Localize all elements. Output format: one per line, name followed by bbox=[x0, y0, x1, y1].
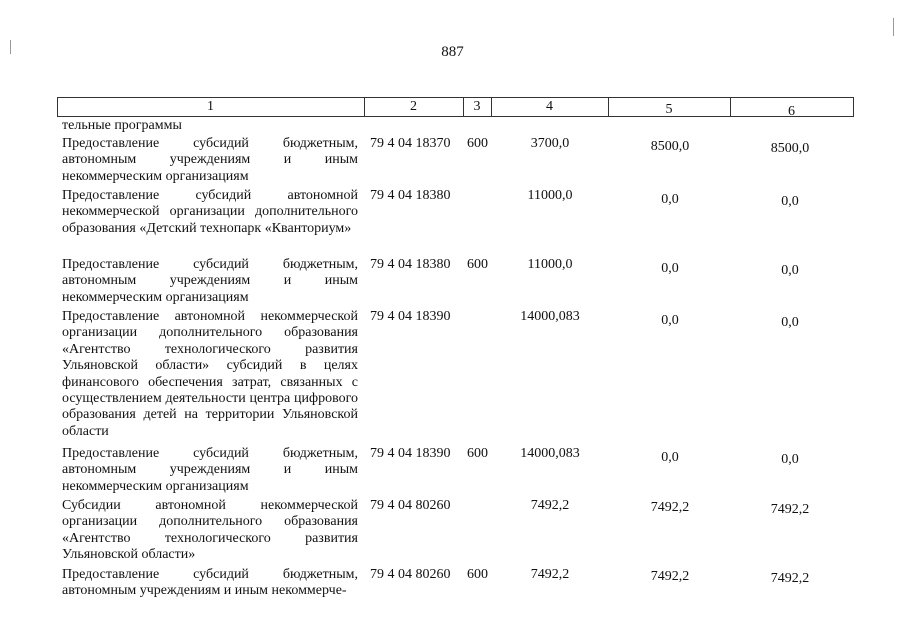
row-code: 79 4 04 18390 bbox=[370, 309, 451, 324]
row-name: Предоставление субсидий бюджетным, автономным учреждениям и иным некоммерче- bbox=[62, 567, 358, 599]
row-value-col5: 0,0 bbox=[661, 192, 679, 207]
row-value-col4: 11000,0 bbox=[527, 188, 573, 203]
row-expense-type: 600 bbox=[467, 567, 488, 582]
row-value-col4: 7492,2 bbox=[530, 567, 570, 582]
row-value-col5: 7492,2 bbox=[650, 500, 690, 515]
row-name: Предоставление субсидий бюджетным, автономным учреждениям и иным некоммерческим организациям bbox=[62, 257, 358, 305]
row-code: 79 4 04 18380 bbox=[370, 257, 451, 272]
header-col-6: 6 bbox=[788, 104, 795, 119]
header-col-2: 2 bbox=[410, 99, 417, 114]
row-code: 79 4 04 18390 bbox=[370, 446, 451, 461]
header-divider bbox=[853, 97, 854, 117]
row-expense-type: 600 bbox=[467, 446, 488, 461]
row-value-col5: 0,0 bbox=[661, 261, 679, 276]
row-value-col4: 11000,0 bbox=[527, 257, 573, 272]
row-name: Предоставление субсидий бюджетным, автономным учреждениям и иным некоммерческим организациям bbox=[62, 446, 358, 494]
row-expense-type: 600 bbox=[467, 136, 488, 151]
row-name: Предоставление субсидий бюджетным, автономным учреждениям и иным некоммерческим организациям bbox=[62, 136, 358, 184]
row-name: Субсидии автономной некоммерческой организации дополнительного образования «Агентство технологического развития Ульяновской области» bbox=[62, 498, 358, 563]
row-expense-type: 600 bbox=[467, 257, 488, 272]
row-value-col6: 0,0 bbox=[781, 315, 799, 330]
row-value-col5: 7492,2 bbox=[650, 569, 690, 584]
row-code: 79 4 04 80260 bbox=[370, 498, 451, 513]
row-code: 79 4 04 80260 bbox=[370, 567, 451, 582]
row-value-col6: 0,0 bbox=[781, 263, 799, 278]
row-value-col5: 8500,0 bbox=[650, 139, 690, 154]
row-code: 79 4 04 18380 bbox=[370, 188, 451, 203]
header-col-5: 5 bbox=[665, 102, 673, 117]
header-col-3: 3 bbox=[473, 99, 481, 114]
row-value-col4: 14000,083 bbox=[520, 446, 580, 461]
header-col-4: 4 bbox=[546, 99, 553, 114]
row-name: тельные программы bbox=[62, 118, 182, 133]
row-value-col5: 0,0 bbox=[661, 313, 679, 328]
page-number: 887 bbox=[441, 44, 464, 60]
header-col-1: 1 bbox=[207, 99, 214, 114]
row-value-col4: 3700,0 bbox=[530, 136, 570, 151]
row-value-col4: 7492,2 bbox=[530, 498, 570, 513]
row-value-col6: 0,0 bbox=[781, 452, 799, 467]
row-name: Предоставление автономной некоммерческой организации дополнительного образования «Агентство технологического развития Ульяновской области» субсидий в целях финансового обеспечения затрат, связанных с осуществлением деятельности центра цифрового образования детей на территории Ульяновской области bbox=[62, 309, 358, 439]
row-value-col6: 0,0 bbox=[781, 194, 799, 209]
scan-edge-mark bbox=[893, 18, 894, 36]
row-value-col6: 8500,0 bbox=[770, 141, 810, 156]
row-value-col4: 14000,083 bbox=[520, 309, 580, 324]
row-value-col6: 7492,2 bbox=[770, 571, 810, 586]
row-value-col5: 0,0 bbox=[661, 450, 679, 465]
row-name: Предоставление субсидий автономной некоммерческой организации дополнительного образования «Детский технопарк «Кванториум» bbox=[62, 188, 358, 236]
row-code: 79 4 04 18370 bbox=[370, 136, 451, 151]
row-value-col6: 7492,2 bbox=[770, 502, 810, 517]
